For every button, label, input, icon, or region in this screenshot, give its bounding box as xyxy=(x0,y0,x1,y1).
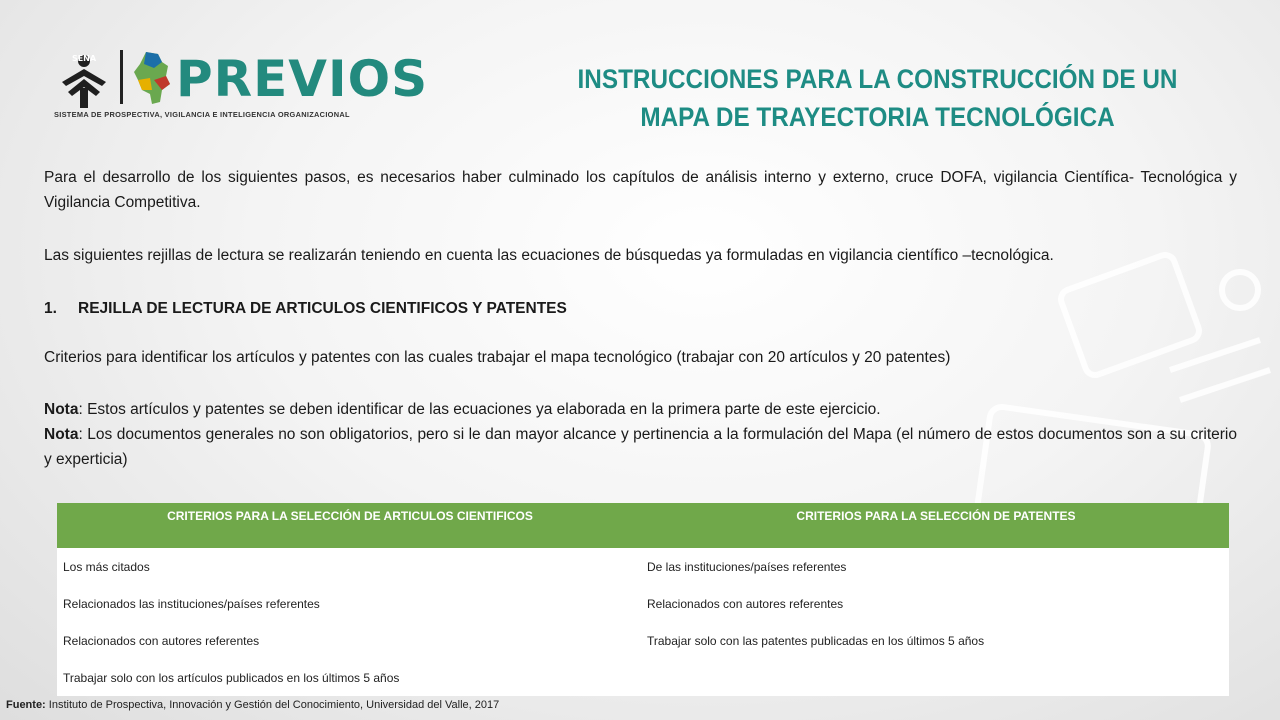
table-header-articles: CRITERIOS PARA LA SELECCIÓN DE ARTICULOS CIENTIFICOS xyxy=(57,503,643,548)
criteria-table xyxy=(57,503,1229,696)
note-1-text: : Estos artículos y patentes se deben identificar de las ecuaciones ya elaborada en la primera parte de este ejercicio. xyxy=(78,401,881,418)
table-cell: Relacionados con autores referentes xyxy=(63,633,260,648)
title-line-2: MAPA DE TRAYECTORIA TECNOLÓGICA xyxy=(640,102,1115,132)
footer-text: Instituto de Prospectiva, Innovación y Gestión del Conocimiento, Universidad del Valle, 2017 xyxy=(45,699,500,711)
table-header-patents: CRITERIOS PARA LA SELECCIÓN DE PATENTES xyxy=(643,503,1229,548)
table-row xyxy=(57,659,1229,696)
table-cell: Trabajar solo con los artículos publicados en los últimos 5 años xyxy=(63,670,400,685)
note-2-text: : Los documentos generales no son obligatorios, pero si le dan mayor alcance y pertinencia a la formulación del Mapa (el número de estos documentos son a su criterio y experticia) xyxy=(44,426,1237,468)
section-heading xyxy=(44,296,1237,321)
section-heading-text: REJILLA DE LECTURA DE ARTICULOS CIENTIFICOS Y PATENTES xyxy=(78,300,567,317)
logo-wordmark: PREVIOS xyxy=(176,50,429,108)
table-cell: Relacionados con autores referentes xyxy=(647,596,844,611)
footer-label: Fuente: xyxy=(6,699,46,711)
intro-paragraph: Para el desarrollo de los siguientes pasos, es necesarios haber culminado los capítulos de análisis interno y externo, cruce DOFA, vigilancia Científica- Tecnológica y Vigilancia Competitiva. xyxy=(44,169,1237,211)
table-cell: Los más citados xyxy=(63,559,150,574)
table-header-row xyxy=(57,503,1229,548)
criteria-paragraph: Criterios para identificar los artículos y patentes con las cuales trabajar el mapa tecnológico (trabajar con 20 artículos y 20 patentes) xyxy=(44,349,951,366)
grids-paragraph: Las siguientes rejillas de lectura se realizarán teniendo en cuenta las ecuaciones de búsquedas ya formuladas en vigilancia científico –tecnológica. xyxy=(44,247,1054,264)
title-line-1: INSTRUCCIONES PARA LA CONSTRUCCIÓN DE UN xyxy=(577,64,1178,94)
table-row xyxy=(57,548,1229,585)
table-row xyxy=(57,622,1229,659)
table-cell xyxy=(643,659,1229,696)
note-2 xyxy=(44,422,1237,472)
source-footer xyxy=(6,699,499,711)
page-title xyxy=(540,60,1215,136)
sena-logo-icon xyxy=(54,52,114,112)
svg-text:SENA: SENA xyxy=(71,54,97,63)
table-cell: Relacionados las instituciones/países referentes xyxy=(63,596,320,611)
table-row xyxy=(57,585,1229,622)
logo-divider xyxy=(120,50,123,104)
note-1-label: Nota xyxy=(44,401,79,418)
table-cell: De las instituciones/países referentes xyxy=(647,559,847,574)
colombia-map-icon xyxy=(132,50,172,106)
section-number: 1. xyxy=(44,300,57,317)
note-2-label: Nota xyxy=(44,426,79,443)
previos-logo xyxy=(50,44,450,128)
table-cell: Trabajar solo con las patentes publicadas en los últimos 5 años xyxy=(647,633,985,648)
note-1 xyxy=(44,397,1237,422)
logo-subtitle: SISTEMA DE PROSPECTIVA, VIGILANCIA E INTELIGENCIA ORGANIZACIONAL xyxy=(54,110,350,119)
